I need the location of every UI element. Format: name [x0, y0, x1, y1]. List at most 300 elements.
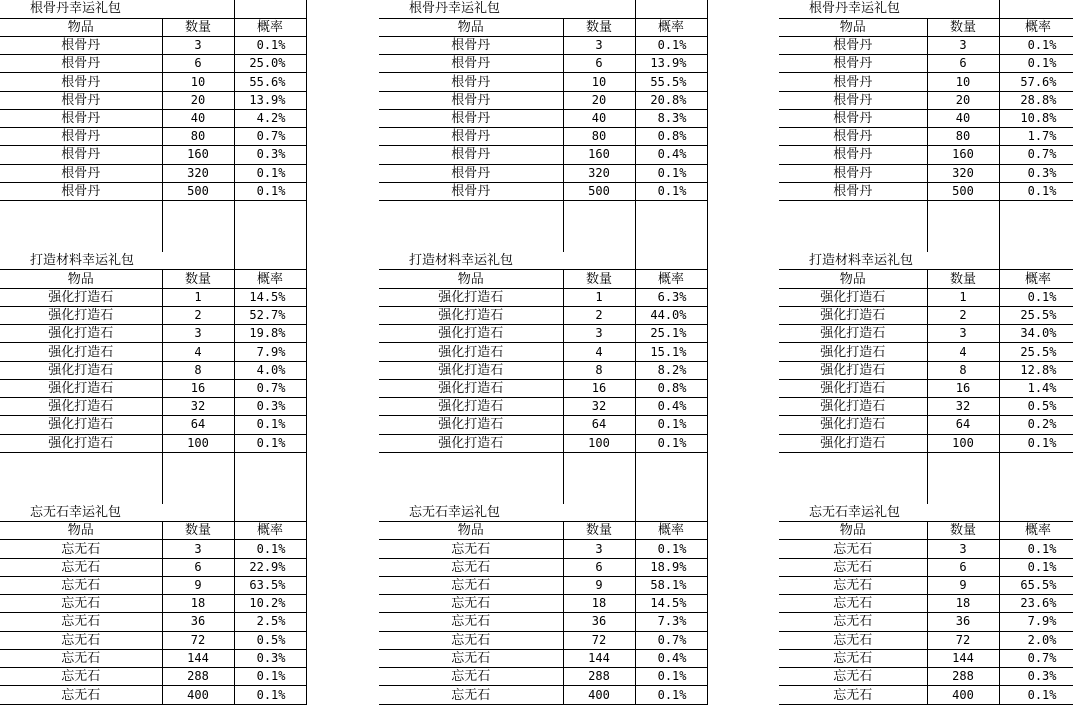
quantity-cell[interactable]: 100: [927, 434, 999, 452]
cell[interactable]: [234, 470, 306, 487]
column-header-prob[interactable]: 概率: [234, 522, 306, 540]
quantity-cell[interactable]: 400: [563, 686, 635, 705]
cell[interactable]: [162, 0, 234, 18]
probability-cell[interactable]: 0.1%: [234, 668, 306, 686]
item-cell[interactable]: 忘无石: [379, 686, 563, 705]
probability-cell[interactable]: 10.2%: [234, 595, 306, 613]
cell[interactable]: [999, 218, 1073, 235]
table-title[interactable]: 打造材料幸运礼包: [779, 252, 927, 270]
probability-cell[interactable]: 0.1%: [635, 686, 707, 705]
cell[interactable]: [162, 504, 234, 522]
probability-cell[interactable]: 0.7%: [635, 631, 707, 649]
probability-cell[interactable]: 0.1%: [234, 36, 306, 54]
probability-cell[interactable]: 25.1%: [635, 325, 707, 343]
item-cell[interactable]: 强化打造石: [379, 361, 563, 379]
cell[interactable]: [162, 452, 234, 469]
column-header-prob[interactable]: 概率: [999, 522, 1073, 540]
cell[interactable]: [635, 0, 707, 18]
probability-cell[interactable]: 63.5%: [234, 576, 306, 594]
quantity-cell[interactable]: 20: [563, 91, 635, 109]
probability-cell[interactable]: 19.8%: [234, 325, 306, 343]
probability-cell[interactable]: 0.1%: [234, 686, 306, 705]
quantity-cell[interactable]: 6: [162, 558, 234, 576]
probability-cell[interactable]: 2.0%: [999, 631, 1073, 649]
item-cell[interactable]: 忘无石: [379, 613, 563, 631]
probability-cell[interactable]: 0.7%: [234, 128, 306, 146]
item-cell[interactable]: 强化打造石: [379, 416, 563, 434]
probability-cell[interactable]: 0.1%: [234, 164, 306, 182]
item-cell[interactable]: 强化打造石: [379, 379, 563, 397]
item-cell[interactable]: 根骨丹: [779, 109, 927, 127]
cell[interactable]: [563, 487, 635, 504]
quantity-cell[interactable]: 1: [927, 288, 999, 306]
column-header-qty[interactable]: 数量: [563, 18, 635, 36]
column-header-item[interactable]: 物品: [379, 18, 563, 36]
column-header-qty[interactable]: 数量: [563, 270, 635, 288]
quantity-cell[interactable]: 72: [563, 631, 635, 649]
probability-cell[interactable]: 0.7%: [999, 146, 1073, 164]
column-header-item[interactable]: 物品: [779, 270, 927, 288]
item-cell[interactable]: 强化打造石: [0, 325, 162, 343]
item-cell[interactable]: 根骨丹: [779, 73, 927, 91]
quantity-cell[interactable]: 4: [162, 343, 234, 361]
cell[interactable]: [927, 235, 999, 252]
quantity-cell[interactable]: 500: [162, 182, 234, 200]
column-header-qty[interactable]: 数量: [162, 522, 234, 540]
probability-cell[interactable]: 0.3%: [999, 164, 1073, 182]
cell[interactable]: [563, 0, 635, 18]
probability-cell[interactable]: 0.1%: [635, 36, 707, 54]
item-cell[interactable]: 忘无石: [779, 631, 927, 649]
quantity-cell[interactable]: 36: [927, 613, 999, 631]
probability-cell[interactable]: 0.1%: [999, 36, 1073, 54]
column-header-prob[interactable]: 概率: [999, 18, 1073, 36]
probability-cell[interactable]: 0.1%: [999, 540, 1073, 558]
cell[interactable]: [635, 470, 707, 487]
probability-cell[interactable]: 4.0%: [234, 361, 306, 379]
item-cell[interactable]: 忘无石: [379, 540, 563, 558]
cell[interactable]: [999, 452, 1073, 469]
cell[interactable]: [927, 0, 999, 18]
quantity-cell[interactable]: 3: [162, 325, 234, 343]
probability-cell[interactable]: 0.5%: [234, 631, 306, 649]
item-cell[interactable]: 强化打造石: [0, 361, 162, 379]
quantity-cell[interactable]: 288: [563, 668, 635, 686]
item-cell[interactable]: 强化打造石: [0, 398, 162, 416]
probability-cell[interactable]: 0.1%: [999, 558, 1073, 576]
cell[interactable]: [234, 252, 306, 270]
quantity-cell[interactable]: 72: [162, 631, 234, 649]
item-cell[interactable]: 根骨丹: [379, 55, 563, 73]
quantity-cell[interactable]: 4: [927, 343, 999, 361]
item-cell[interactable]: 强化打造石: [379, 325, 563, 343]
quantity-cell[interactable]: 160: [927, 146, 999, 164]
quantity-cell[interactable]: 6: [563, 55, 635, 73]
cell[interactable]: [234, 452, 306, 469]
item-cell[interactable]: 根骨丹: [379, 164, 563, 182]
cell[interactable]: [234, 487, 306, 504]
probability-cell[interactable]: 12.8%: [999, 361, 1073, 379]
quantity-cell[interactable]: 20: [162, 91, 234, 109]
item-cell[interactable]: 忘无石: [0, 631, 162, 649]
probability-cell[interactable]: 0.1%: [635, 164, 707, 182]
column-header-qty[interactable]: 数量: [162, 270, 234, 288]
cell[interactable]: [635, 504, 707, 522]
cell[interactable]: [999, 235, 1073, 252]
cell[interactable]: [927, 470, 999, 487]
cell[interactable]: [234, 504, 306, 522]
probability-cell[interactable]: 0.3%: [234, 649, 306, 667]
item-cell[interactable]: 强化打造石: [0, 306, 162, 324]
probability-cell[interactable]: 0.2%: [999, 416, 1073, 434]
item-cell[interactable]: 根骨丹: [779, 164, 927, 182]
item-cell[interactable]: 忘无石: [779, 540, 927, 558]
cell[interactable]: [162, 201, 234, 218]
item-cell[interactable]: 根骨丹: [779, 36, 927, 54]
probability-cell[interactable]: 0.1%: [234, 416, 306, 434]
probability-cell[interactable]: 4.2%: [234, 109, 306, 127]
item-cell[interactable]: 忘无石: [779, 613, 927, 631]
item-cell[interactable]: 根骨丹: [379, 91, 563, 109]
item-cell[interactable]: 忘无石: [779, 595, 927, 613]
column-header-item[interactable]: 物品: [779, 18, 927, 36]
probability-cell[interactable]: 1.7%: [999, 128, 1073, 146]
table-title[interactable]: 打造材料幸运礼包: [379, 252, 563, 270]
quantity-cell[interactable]: 80: [927, 128, 999, 146]
quantity-cell[interactable]: 3: [927, 36, 999, 54]
cell[interactable]: [234, 235, 306, 252]
item-cell[interactable]: 根骨丹: [379, 128, 563, 146]
table-title[interactable]: 根骨丹幸运礼包: [379, 0, 563, 18]
item-cell[interactable]: 强化打造石: [779, 379, 927, 397]
cell[interactable]: [563, 235, 635, 252]
probability-cell[interactable]: 0.7%: [234, 379, 306, 397]
column-header-qty[interactable]: 数量: [563, 522, 635, 540]
cell[interactable]: [635, 201, 707, 218]
cell[interactable]: [563, 452, 635, 469]
quantity-cell[interactable]: 8: [563, 361, 635, 379]
item-cell[interactable]: 根骨丹: [0, 36, 162, 54]
quantity-cell[interactable]: 320: [563, 164, 635, 182]
quantity-cell[interactable]: 80: [162, 128, 234, 146]
probability-cell[interactable]: 52.7%: [234, 306, 306, 324]
cell[interactable]: [927, 487, 999, 504]
quantity-cell[interactable]: 36: [162, 613, 234, 631]
cell[interactable]: [927, 452, 999, 469]
cell[interactable]: [563, 218, 635, 235]
probability-cell[interactable]: 25.5%: [999, 343, 1073, 361]
item-cell[interactable]: 根骨丹: [0, 55, 162, 73]
quantity-cell[interactable]: 100: [563, 434, 635, 452]
probability-cell[interactable]: 57.6%: [999, 73, 1073, 91]
cell[interactable]: [999, 252, 1073, 270]
item-cell[interactable]: 强化打造石: [779, 288, 927, 306]
cell[interactable]: [999, 487, 1073, 504]
column-header-item[interactable]: 物品: [0, 522, 162, 540]
quantity-cell[interactable]: 40: [162, 109, 234, 127]
item-cell[interactable]: 强化打造石: [0, 434, 162, 452]
cell[interactable]: [0, 201, 162, 218]
quantity-cell[interactable]: 2: [162, 306, 234, 324]
cell[interactable]: [379, 201, 563, 218]
cell[interactable]: [779, 470, 927, 487]
quantity-cell[interactable]: 64: [162, 416, 234, 434]
item-cell[interactable]: 根骨丹: [779, 146, 927, 164]
cell[interactable]: [379, 218, 563, 235]
cell[interactable]: [927, 504, 999, 522]
item-cell[interactable]: 忘无石: [0, 613, 162, 631]
probability-cell[interactable]: 34.0%: [999, 325, 1073, 343]
column-header-qty[interactable]: 数量: [162, 18, 234, 36]
quantity-cell[interactable]: 8: [927, 361, 999, 379]
probability-cell[interactable]: 44.0%: [635, 306, 707, 324]
column-header-item[interactable]: 物品: [379, 522, 563, 540]
quantity-cell[interactable]: 72: [927, 631, 999, 649]
probability-cell[interactable]: 13.9%: [635, 55, 707, 73]
item-cell[interactable]: 根骨丹: [0, 73, 162, 91]
quantity-cell[interactable]: 1: [162, 288, 234, 306]
probability-cell[interactable]: 0.1%: [999, 686, 1073, 705]
table-title[interactable]: 根骨丹幸运礼包: [779, 0, 927, 18]
probability-cell[interactable]: 7.9%: [999, 613, 1073, 631]
quantity-cell[interactable]: 64: [563, 416, 635, 434]
quantity-cell[interactable]: 10: [563, 73, 635, 91]
cell[interactable]: [162, 470, 234, 487]
quantity-cell[interactable]: 2: [563, 306, 635, 324]
column-header-qty[interactable]: 数量: [927, 522, 999, 540]
column-header-prob[interactable]: 概率: [635, 18, 707, 36]
item-cell[interactable]: 忘无石: [779, 686, 927, 705]
item-cell[interactable]: 忘无石: [0, 558, 162, 576]
item-cell[interactable]: 忘无石: [379, 668, 563, 686]
column-header-prob[interactable]: 概率: [635, 522, 707, 540]
probability-cell[interactable]: 55.6%: [234, 73, 306, 91]
quantity-cell[interactable]: 16: [927, 379, 999, 397]
probability-cell[interactable]: 0.1%: [635, 434, 707, 452]
item-cell[interactable]: 强化打造石: [0, 288, 162, 306]
item-cell[interactable]: 根骨丹: [0, 128, 162, 146]
item-cell[interactable]: 强化打造石: [779, 361, 927, 379]
probability-cell[interactable]: 0.3%: [999, 668, 1073, 686]
quantity-cell[interactable]: 3: [927, 325, 999, 343]
item-cell[interactable]: 根骨丹: [779, 55, 927, 73]
quantity-cell[interactable]: 2: [927, 306, 999, 324]
item-cell[interactable]: 强化打造石: [0, 379, 162, 397]
table-title[interactable]: 忘无石幸运礼包: [379, 504, 563, 522]
probability-cell[interactable]: 7.3%: [635, 613, 707, 631]
item-cell[interactable]: 忘无石: [0, 595, 162, 613]
cell[interactable]: [162, 218, 234, 235]
item-cell[interactable]: 忘无石: [379, 558, 563, 576]
cell[interactable]: [563, 201, 635, 218]
column-header-item[interactable]: 物品: [379, 270, 563, 288]
item-cell[interactable]: 忘无石: [379, 631, 563, 649]
probability-cell[interactable]: 0.4%: [635, 146, 707, 164]
item-cell[interactable]: 忘无石: [379, 576, 563, 594]
cell[interactable]: [635, 235, 707, 252]
item-cell[interactable]: 根骨丹: [779, 128, 927, 146]
quantity-cell[interactable]: 144: [162, 649, 234, 667]
item-cell[interactable]: 忘无石: [0, 686, 162, 705]
probability-cell[interactable]: 0.1%: [234, 182, 306, 200]
item-cell[interactable]: 忘无石: [0, 649, 162, 667]
cell[interactable]: [0, 487, 162, 504]
item-cell[interactable]: 根骨丹: [379, 109, 563, 127]
cell[interactable]: [563, 252, 635, 270]
quantity-cell[interactable]: 16: [563, 379, 635, 397]
item-cell[interactable]: 忘无石: [379, 595, 563, 613]
item-cell[interactable]: 强化打造石: [379, 306, 563, 324]
probability-cell[interactable]: 15.1%: [635, 343, 707, 361]
probability-cell[interactable]: 14.5%: [234, 288, 306, 306]
quantity-cell[interactable]: 320: [162, 164, 234, 182]
cell[interactable]: [162, 252, 234, 270]
probability-cell[interactable]: 0.3%: [234, 146, 306, 164]
item-cell[interactable]: 强化打造石: [779, 343, 927, 361]
table-title[interactable]: 打造材料幸运礼包: [0, 252, 162, 270]
probability-cell[interactable]: 0.1%: [999, 55, 1073, 73]
quantity-cell[interactable]: 3: [563, 540, 635, 558]
item-cell[interactable]: 强化打造石: [0, 343, 162, 361]
cell[interactable]: [0, 235, 162, 252]
quantity-cell[interactable]: 18: [162, 595, 234, 613]
quantity-cell[interactable]: 4: [563, 343, 635, 361]
cell[interactable]: [635, 452, 707, 469]
item-cell[interactable]: 忘无石: [779, 558, 927, 576]
probability-cell[interactable]: 0.5%: [999, 398, 1073, 416]
quantity-cell[interactable]: 3: [162, 540, 234, 558]
quantity-cell[interactable]: 16: [162, 379, 234, 397]
probability-cell[interactable]: 10.8%: [999, 109, 1073, 127]
item-cell[interactable]: 忘无石: [379, 649, 563, 667]
quantity-cell[interactable]: 160: [162, 146, 234, 164]
column-header-prob[interactable]: 概率: [234, 270, 306, 288]
item-cell[interactable]: 强化打造石: [379, 434, 563, 452]
cell[interactable]: [379, 452, 563, 469]
cell[interactable]: [234, 201, 306, 218]
quantity-cell[interactable]: 36: [563, 613, 635, 631]
cell[interactable]: [162, 487, 234, 504]
cell[interactable]: [927, 252, 999, 270]
item-cell[interactable]: 根骨丹: [779, 91, 927, 109]
probability-cell[interactable]: 0.4%: [635, 649, 707, 667]
cell[interactable]: [379, 487, 563, 504]
item-cell[interactable]: 忘无石: [779, 649, 927, 667]
item-cell[interactable]: 根骨丹: [379, 146, 563, 164]
cell[interactable]: [635, 487, 707, 504]
item-cell[interactable]: 根骨丹: [379, 73, 563, 91]
cell[interactable]: [635, 218, 707, 235]
quantity-cell[interactable]: 18: [927, 595, 999, 613]
quantity-cell[interactable]: 144: [927, 649, 999, 667]
probability-cell[interactable]: 2.5%: [234, 613, 306, 631]
column-header-prob[interactable]: 概率: [635, 270, 707, 288]
quantity-cell[interactable]: 80: [563, 128, 635, 146]
quantity-cell[interactable]: 6: [927, 55, 999, 73]
quantity-cell[interactable]: 160: [563, 146, 635, 164]
quantity-cell[interactable]: 400: [162, 686, 234, 705]
probability-cell[interactable]: 20.8%: [635, 91, 707, 109]
probability-cell[interactable]: 55.5%: [635, 73, 707, 91]
probability-cell[interactable]: 0.1%: [635, 416, 707, 434]
cell[interactable]: [927, 201, 999, 218]
probability-cell[interactable]: 0.8%: [635, 128, 707, 146]
column-header-prob[interactable]: 概率: [234, 18, 306, 36]
column-header-prob[interactable]: 概率: [999, 270, 1073, 288]
quantity-cell[interactable]: 6: [927, 558, 999, 576]
quantity-cell[interactable]: 32: [162, 398, 234, 416]
probability-cell[interactable]: 0.1%: [999, 434, 1073, 452]
probability-cell[interactable]: 1.4%: [999, 379, 1073, 397]
probability-cell[interactable]: 6.3%: [635, 288, 707, 306]
quantity-cell[interactable]: 9: [563, 576, 635, 594]
quantity-cell[interactable]: 6: [162, 55, 234, 73]
cell[interactable]: [635, 252, 707, 270]
quantity-cell[interactable]: 9: [162, 576, 234, 594]
quantity-cell[interactable]: 288: [162, 668, 234, 686]
cell[interactable]: [0, 452, 162, 469]
cell[interactable]: [0, 470, 162, 487]
cell[interactable]: [779, 487, 927, 504]
probability-cell[interactable]: 8.2%: [635, 361, 707, 379]
probability-cell[interactable]: 0.1%: [999, 288, 1073, 306]
quantity-cell[interactable]: 100: [162, 434, 234, 452]
cell[interactable]: [927, 218, 999, 235]
probability-cell[interactable]: 58.1%: [635, 576, 707, 594]
probability-cell[interactable]: 0.1%: [635, 540, 707, 558]
quantity-cell[interactable]: 3: [563, 36, 635, 54]
item-cell[interactable]: 强化打造石: [379, 288, 563, 306]
probability-cell[interactable]: 0.1%: [635, 668, 707, 686]
probability-cell[interactable]: 25.0%: [234, 55, 306, 73]
item-cell[interactable]: 根骨丹: [379, 182, 563, 200]
quantity-cell[interactable]: 10: [927, 73, 999, 91]
cell[interactable]: [0, 218, 162, 235]
cell[interactable]: [999, 504, 1073, 522]
probability-cell[interactable]: 0.1%: [999, 182, 1073, 200]
table-title[interactable]: 根骨丹幸运礼包: [0, 0, 162, 18]
probability-cell[interactable]: 0.3%: [234, 398, 306, 416]
quantity-cell[interactable]: 20: [927, 91, 999, 109]
table-title[interactable]: 忘无石幸运礼包: [0, 504, 162, 522]
quantity-cell[interactable]: 400: [927, 686, 999, 705]
quantity-cell[interactable]: 9: [927, 576, 999, 594]
probability-cell[interactable]: 18.9%: [635, 558, 707, 576]
cell[interactable]: [379, 470, 563, 487]
quantity-cell[interactable]: 144: [563, 649, 635, 667]
cell[interactable]: [563, 504, 635, 522]
quantity-cell[interactable]: 64: [927, 416, 999, 434]
probability-cell[interactable]: 25.5%: [999, 306, 1073, 324]
cell[interactable]: [234, 0, 306, 18]
probability-cell[interactable]: 65.5%: [999, 576, 1073, 594]
quantity-cell[interactable]: 6: [563, 558, 635, 576]
quantity-cell[interactable]: 3: [162, 36, 234, 54]
item-cell[interactable]: 忘无石: [0, 668, 162, 686]
cell[interactable]: [563, 470, 635, 487]
probability-cell[interactable]: 0.1%: [635, 182, 707, 200]
item-cell[interactable]: 根骨丹: [0, 164, 162, 182]
cell[interactable]: [999, 201, 1073, 218]
quantity-cell[interactable]: 40: [927, 109, 999, 127]
probability-cell[interactable]: 0.8%: [635, 379, 707, 397]
item-cell[interactable]: 忘无石: [0, 540, 162, 558]
item-cell[interactable]: 根骨丹: [379, 36, 563, 54]
quantity-cell[interactable]: 3: [563, 325, 635, 343]
item-cell[interactable]: 忘无石: [0, 576, 162, 594]
column-header-qty[interactable]: 数量: [927, 270, 999, 288]
probability-cell[interactable]: 13.9%: [234, 91, 306, 109]
